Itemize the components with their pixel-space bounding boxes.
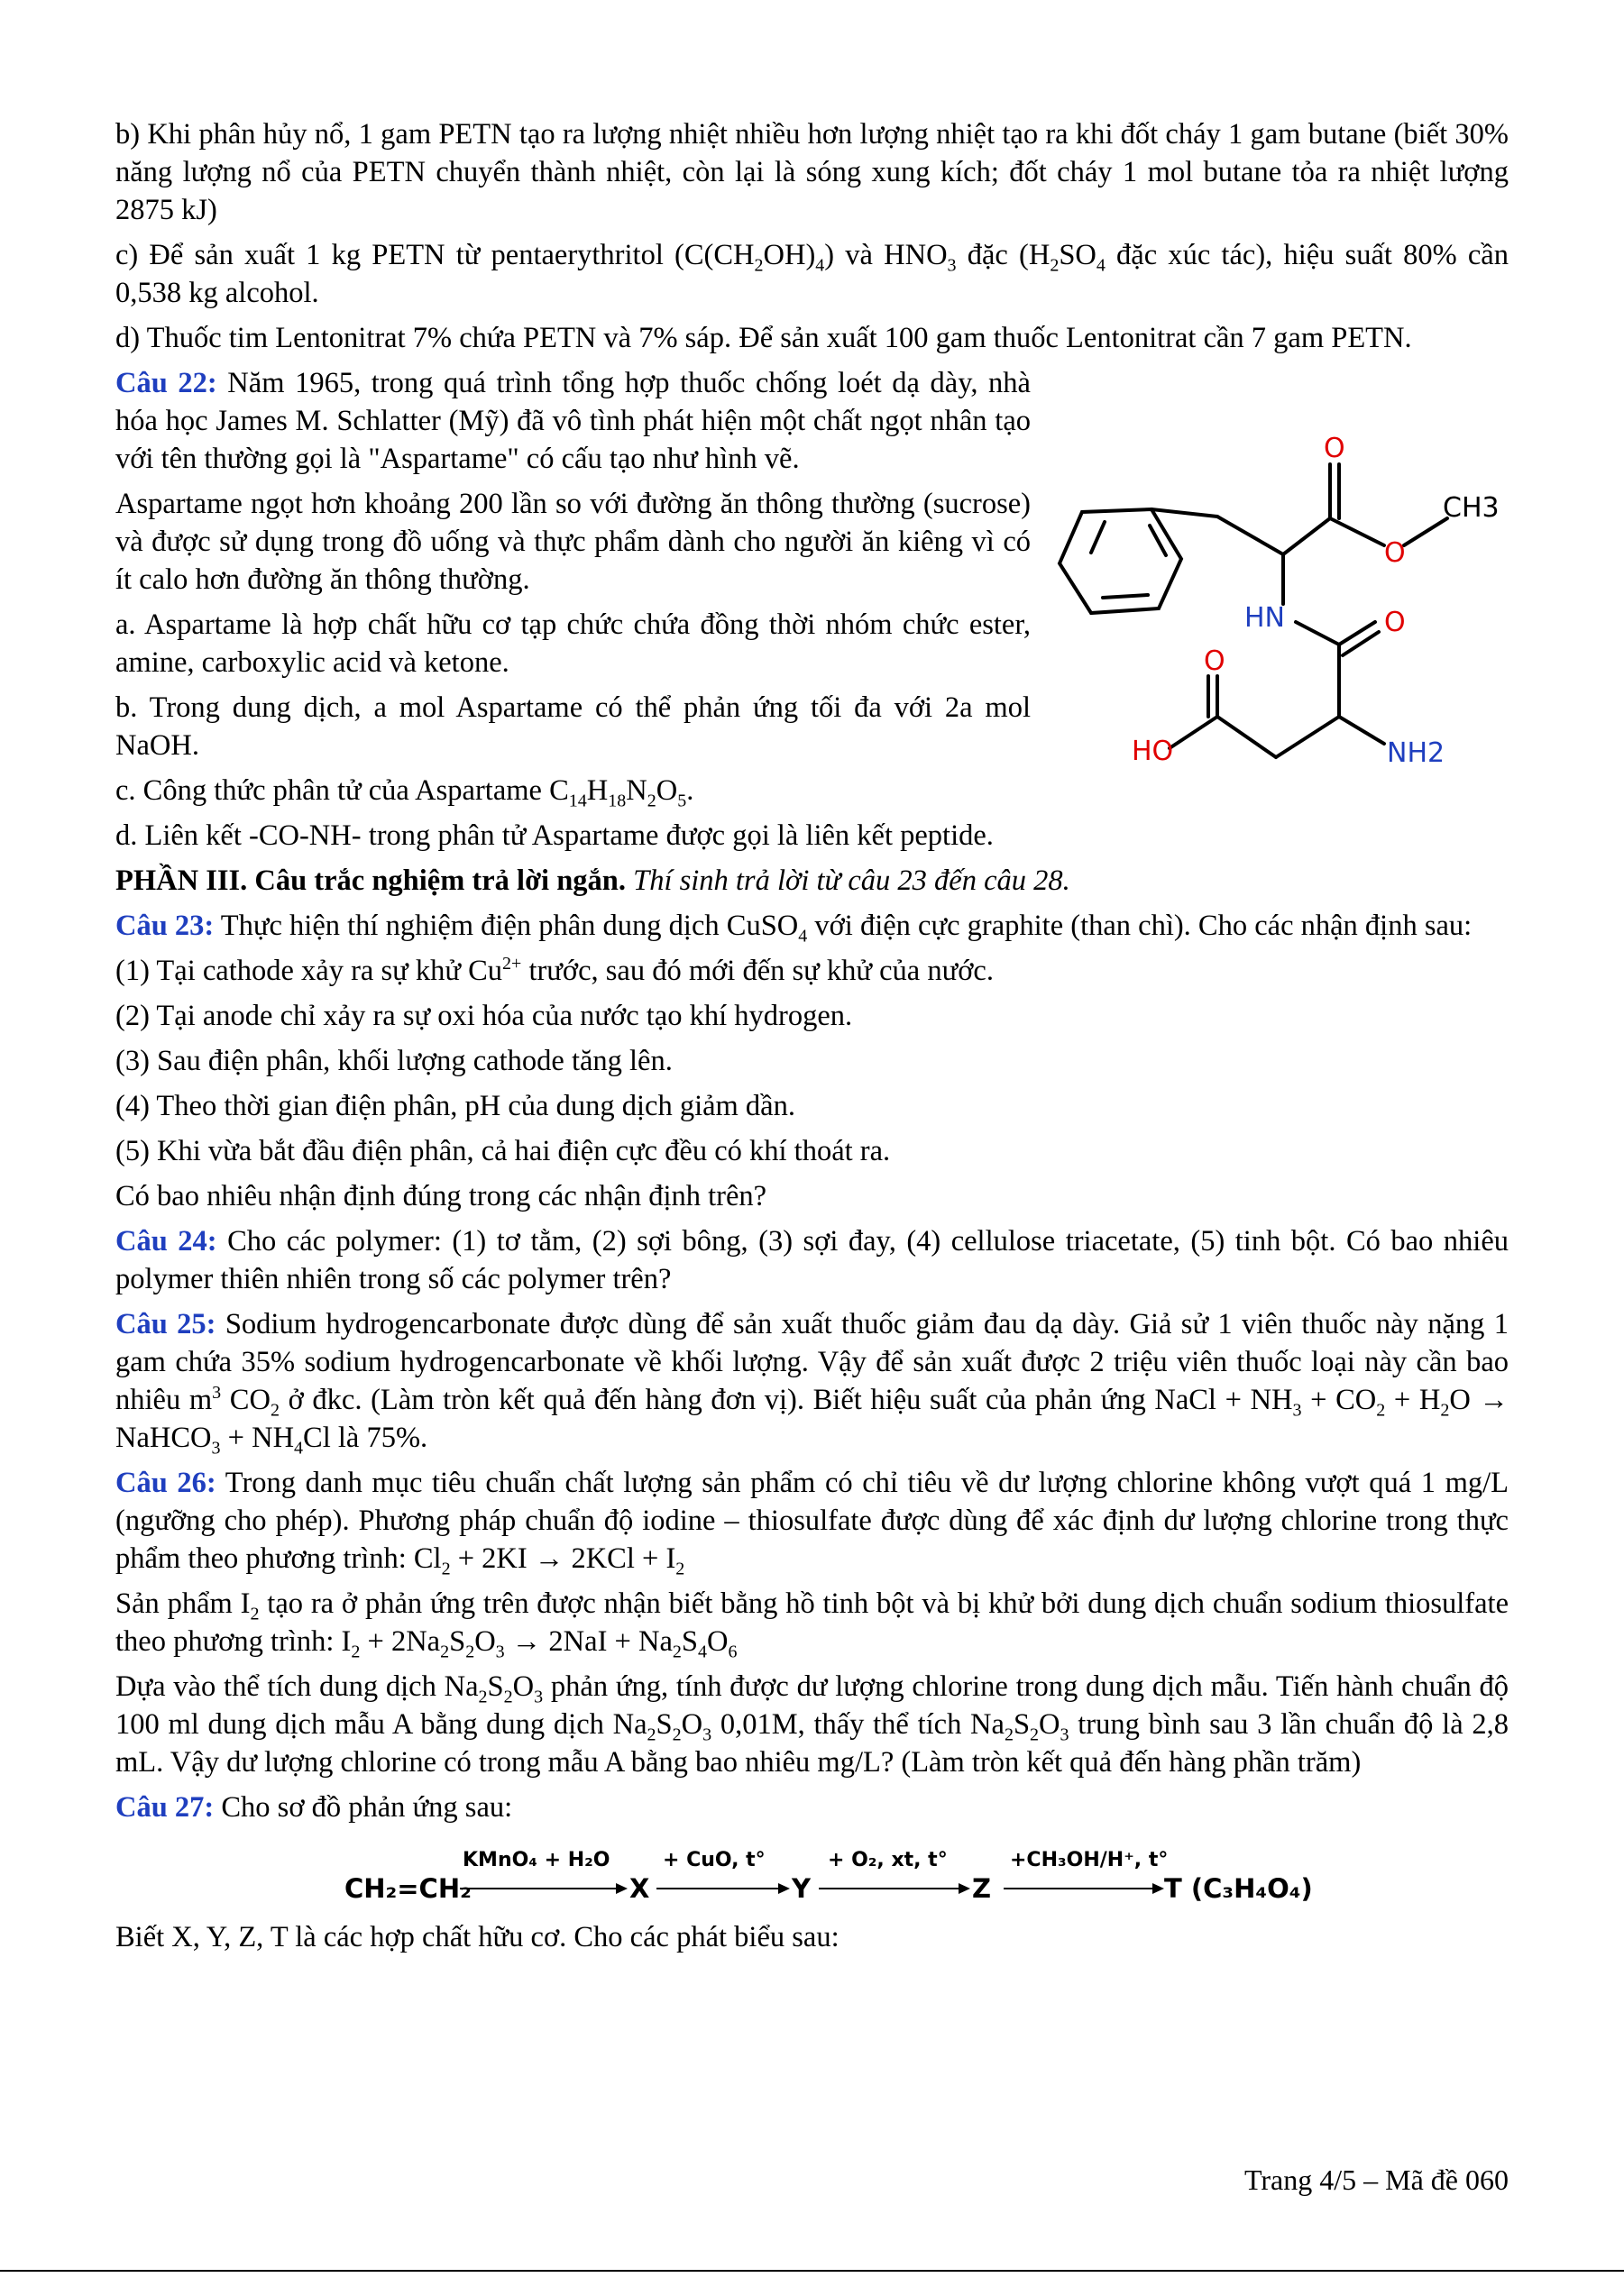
label-o-amide: O — [1384, 607, 1406, 638]
bond — [1276, 717, 1339, 757]
arrow-4-head — [1152, 1883, 1164, 1894]
q27-intro: Câu 27: Cho sơ đồ phản ứng sau: — [115, 1791, 513, 1824]
q22-intro: Câu 22: Năm 1965, trong quá trình tổng hợp thuốc chống loét dạ dày, nhà hóa học James M. Schlatter (Mỹ) đã vô tình phát hiện một chất ngọt nhân tạo với tên thường gọi là "Aspartame" có cấu tạo như hình vẽ. — [115, 367, 1031, 475]
bond — [1217, 517, 1283, 554]
q23-intro: Câu 23: Thực hiện thí nghiệm điện phân dung dịch CuSO$_4$ với điện cực graphite (than chì). Cho các nhận định sau: — [115, 910, 1473, 947]
bond — [1296, 622, 1339, 645]
q27-after: Biết X, Y, Z, T là các hợp chất hữu cơ. Cho các phát biểu sau: — [115, 1921, 840, 1953]
q26-paragraph-2: Sản phẩm $I_2$ tạo ra ở phản ứng trên được nhận biết bằng hồ tinh bột và bị khử bởi dung dịch chuẩn sodium thiosulfate theo phương trình: $I_2 + 2Na_2S_2O_3 \to 2NaI + Na_2S_4O_6$ — [115, 1587, 1509, 1662]
scheme-reagent-3: + O₂, xt, t° — [828, 1849, 948, 1871]
bond — [1151, 509, 1217, 517]
carbonyl-bond — [1339, 622, 1375, 645]
label-nh2: NH2 — [1387, 737, 1445, 769]
q23-statement-1: (1) Tại cathode xảy ra sự khử $Cu^{2+}$ trước, sau đó mới đến sự khử của nước. — [115, 954, 994, 987]
question-25: Câu 25: Sodium hydrogencarbonate được dùng để sản xuất thuốc giảm đau dạ dày. Giả sử 1 viên thuốc này nặng 1 gam chứa 35% sodium hydrogencarbonate về khối lượng. Vậy để sản xuất được 2 triệu viên thuốc loại này cần bao nhiêu $m^3$ $CO_2$ ở đkc. (Làm tròn kết quả đến hàng đơn vị). Biết hiệu suất của phản ứng NaCl + $NH_3 + CO_2 + H_2O$ → NaHCO$_3$ + $NH_4Cl$ là 75%. — [115, 1308, 1509, 1459]
q26-paragraph-3: Dựa vào thể tích dung dịch $Na_2S_2O_3$ phản ứng, tính được dư lượng chlorine trong dung dịch mẫu. Tiến hành chuẩn độ 100 ml dung dịch mẫu A bằng dung dịch $Na_2S_2O_3$ 0,01M, thấy thể tích $Na_2S_2O_3$ trung bình sau 3 lần chuẩn độ là 2,8 mL. Vậy dư lượng chlorine có trong mẫu A bằng bao nhiêu mg/L? (Làm tròn kết quả đến hàng phần trăm) — [115, 1670, 1509, 1779]
bond — [1330, 518, 1384, 545]
scheme-x: X — [629, 1873, 650, 1904]
label-ch3: CH3 — [1443, 492, 1500, 524]
label-o-acid: O — [1204, 645, 1225, 677]
carbonyl-bond-2 — [1343, 632, 1379, 655]
question-24: Câu 24: Cho các polymer: (1) tơ tằm, (2) sợi bông, (3) sợi đay, (4) cellulose triacetate, (5) tinh bột. Có bao nhiêu polymer thiên nhiên trong số các polymer trên? — [115, 1225, 1509, 1295]
scheme-y: Y — [792, 1873, 811, 1904]
reaction-scheme-graphic — [115, 1839, 1509, 1911]
q23-statement-5: (5) Khi vừa bắt đầu điện phân, cả hai điện cực đều có khí thoát ra. — [115, 1135, 891, 1167]
statement-d: d) Thuốc tim Lentonitrat 7% chứa PETN và 7% sáp. Để sản xuất 100 gam thuốc Lentonitrat cần 7 gam PETN. — [115, 322, 1412, 354]
scheme-reagent-2: + CuO, t° — [663, 1849, 766, 1871]
q22-option-c: c. Công thức phân tử của Aspartame $C_{14}H_{18}N_2O_5$. — [115, 774, 694, 811]
arrow-1-head — [616, 1883, 628, 1894]
ring-double-bond-1 — [1091, 522, 1105, 553]
q23-question: Có bao nhiêu nhận định đúng trong các nhận định trên? — [115, 1180, 767, 1212]
bond — [1283, 518, 1330, 554]
q22-option-b: b. Trong dung dịch, a mol Aspartame có thể phản ứng tối đa với 2a mol NaOH. — [115, 691, 1031, 762]
q22-option-d: d. Liên kết -CO-NH- trong phân tử Aspartame được gọi là liên kết peptide. — [115, 819, 994, 852]
bond — [1339, 717, 1384, 744]
label-o-ester: O — [1384, 537, 1406, 569]
label-o-top: O — [1324, 433, 1345, 464]
q23-statement-4: (4) Theo thời gian điện phân, pH của dung dịch giảm dần. — [115, 1090, 795, 1122]
scheme-z: Z — [972, 1873, 992, 1904]
scheme-reagent-1: KMnO₄ + H₂O — [463, 1849, 610, 1871]
bond — [1217, 717, 1276, 757]
label-hn: HN — [1244, 602, 1285, 634]
q22-option-a: a. Aspartame là hợp chất hữu cơ tạp chức chứa đồng thời nhóm chức ester, amine, carboxylic acid và ketone. — [115, 608, 1031, 679]
part3-heading: PHẦN III. Câu trắc nghiệm trả lời ngắn. Thí sinh trả lời từ câu 23 đến câu 28. — [115, 864, 1070, 897]
label-ho: HO — [1132, 736, 1174, 767]
aspartame-structure — [1051, 419, 1501, 780]
scheme-start: CH₂=CH₂ — [344, 1873, 472, 1904]
scheme-t: T (C₃H₄O₄) — [1164, 1873, 1313, 1904]
q23-statement-3: (3) Sau điện phân, khối lượng cathode tăng lên. — [115, 1045, 673, 1077]
reaction-scheme — [115, 1839, 1509, 1911]
page-footer: Trang 4/5 – Mã đề 060 — [1243, 2163, 1509, 2196]
scheme-reagent-4: +CH₃OH/H⁺, t° — [1010, 1849, 1169, 1871]
arrow-3-head — [959, 1883, 970, 1894]
bond — [1404, 518, 1447, 545]
question-26: Câu 26: Trong danh mục tiêu chuẩn chất lượng sản phẩm có chỉ tiêu về dư lượng chlorine không vượt quá 1 mg/L (ngưỡng cho phép). Phương pháp chuẩn độ iodine – thiosulfate được dùng để xác định dư lượng chlorine trong thực phẩm theo phương trình: $Cl_2 + 2KI \to 2KCl + I_2$ — [115, 1467, 1509, 1579]
q23-statement-2: (2) Tại anode chỉ xảy ra sự oxi hóa của nước tạo khí hydrogen. — [115, 1000, 853, 1032]
exam-page — [115, 115, 1509, 1956]
statement-c: c) Để sản xuất 1 kg PETN từ pentaerythritol $(C(CH_2OH)_4)$ và $HNO_3$ đặc ($H_2SO_4$ đặc xúc tác), hiệu suất 80% cần 0,538 kg alcohol. — [115, 239, 1509, 309]
bottom-rule — [0, 2270, 1624, 2272]
q22-paragraph: Aspartame ngọt hơn khoảng 200 lần so với đường ăn thông thường (sucrose) và được sử dụng trong đồ uống và thực phẩm dành cho người ăn kiêng vì có ít calo hơn đường ăn thông thường. — [115, 488, 1031, 596]
arrow-2-head — [778, 1883, 790, 1894]
bond — [1170, 717, 1217, 748]
question-label: Câu 22: — [115, 367, 217, 399]
ring-double-bond-3 — [1103, 595, 1148, 598]
statement-b: b) Khi phân hủy nổ, 1 gam PETN tạo ra lượng nhiệt nhiều hơn lượng nhiệt tạo ra khi đốt cháy 1 gam butane (biết 30% năng lượng nổ của PETN chuyển thành nhiệt, còn lại là sóng xung kích; đốt cháy 1 mol butane tỏa ra nhiệt lượng 2875 kJ) — [115, 118, 1509, 226]
